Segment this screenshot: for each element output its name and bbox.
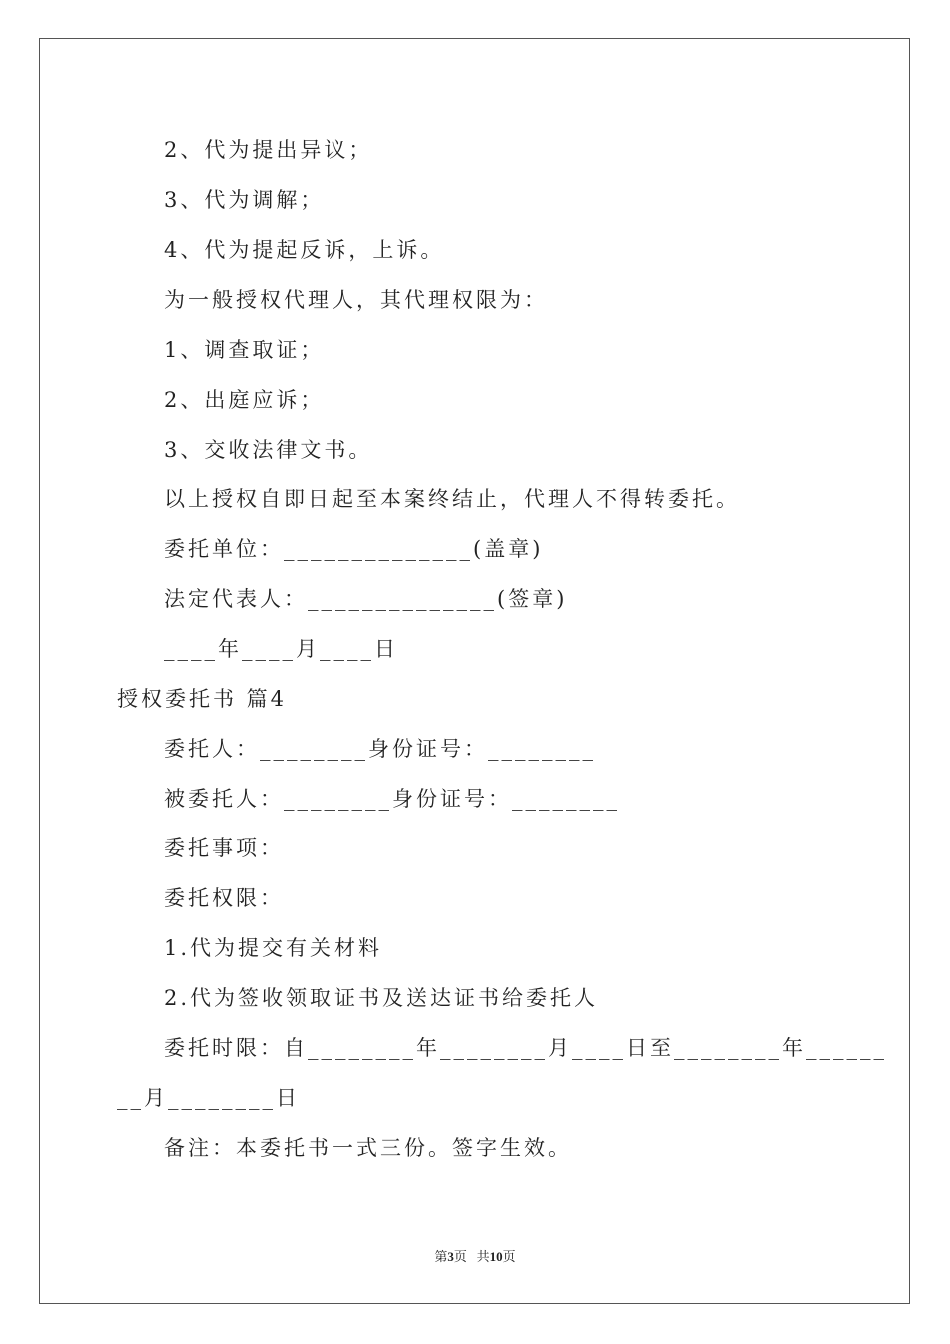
page-footer [0,1246,950,1265]
total-prefix: 共 [476,1249,490,1264]
total-suffix: 页 [502,1249,516,1264]
authority-label: 委托权限： [164,886,284,910]
date-line: ____年____月____日 [164,637,398,661]
text-line: 2、代为提出异议； [164,138,373,162]
agent-line: 被委托人：________身份证号：________ [164,787,620,811]
remarks-line: 备注：本委托书一式三份。签字生效。 [164,1136,572,1160]
text-line: 3、交收法律文书。 [164,438,373,462]
text-line: 4、代为提起反诉，上诉。 [164,238,445,262]
text-line: 2、出庭应诉； [164,388,325,412]
entrusted-matters-label: 委托事项： [164,836,284,860]
section-heading: 授权委托书 篇4 [117,687,288,711]
authority-item: 1.代为提交有关材料 [164,936,383,960]
term-line: 委托时限：自________年________月____日至________年______ [164,1036,887,1060]
principal-line: 委托人：________身份证号：________ [164,737,596,761]
term-line-continued: __月________日 [117,1086,300,1110]
total-pages: 10 [489,1249,503,1264]
text-line: 以上授权自即日起至本案终结止，代理人不得转委托。 [164,487,740,511]
authority-item: 2.代为签收领取证书及送达证书给委托人 [164,986,599,1010]
page-number: 3 [447,1249,454,1264]
text-line: 3、代为调解； [164,188,325,212]
page-prefix: 第 [434,1249,448,1264]
page-border [39,38,910,1304]
page-suffix: 页 [453,1249,467,1264]
text-line: 为一般授权代理人，其代理权限为： [164,288,548,312]
text-line: 1、调查取证； [164,338,325,362]
legal-representative-line: 法定代表人：______________(签章) [164,587,568,611]
signature-unit-line: 委托单位：______________(盖章) [164,537,544,561]
